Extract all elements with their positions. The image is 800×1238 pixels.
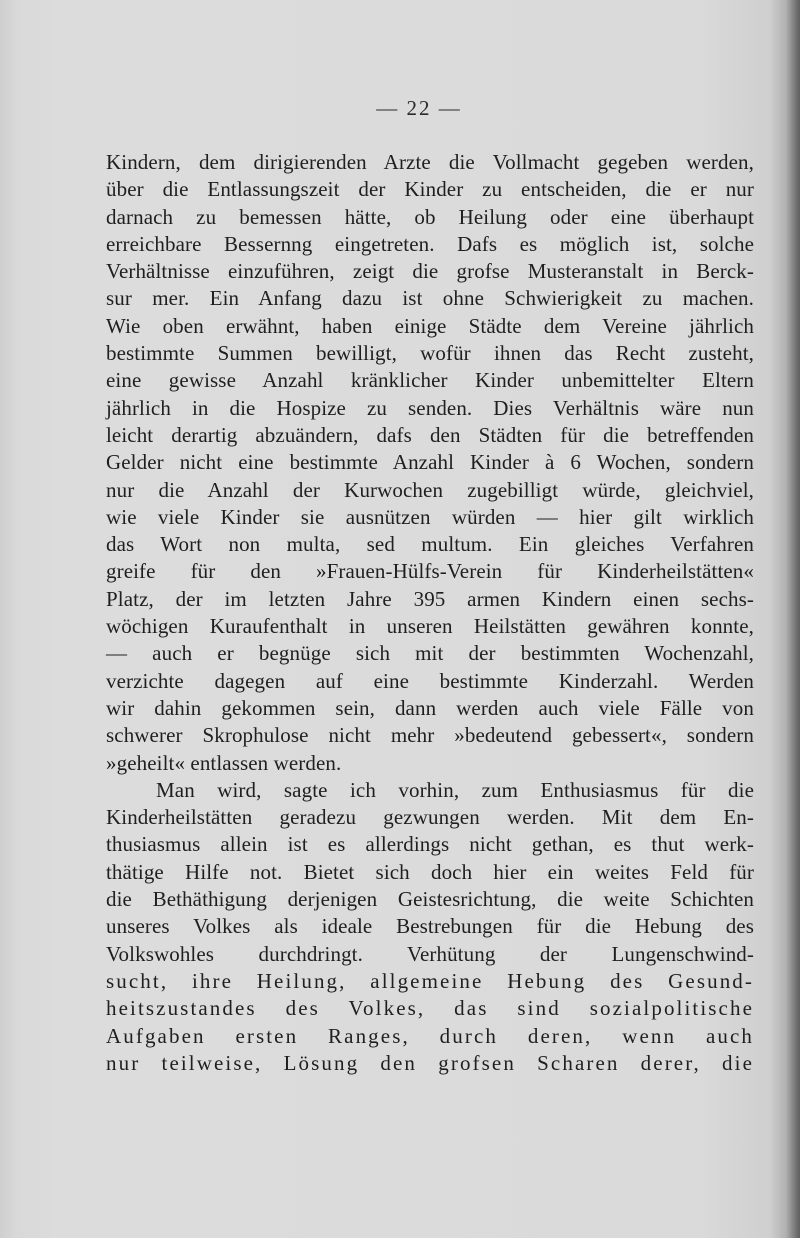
text-line: sur mer. Ein Anfang dazu ist ohne Schwierigkeit zu machen.	[106, 286, 754, 311]
text-line: Gelder nicht eine bestimmte Anzahl Kinder à 6 Wochen, sondern	[106, 450, 754, 475]
text-line: das Wort non multa, sed multum. Ein gleiches Verfahren	[106, 532, 754, 557]
paragraph	[106, 149, 754, 777]
text-line: schwerer Skrophulose nicht mehr »bedeutend gebessert«, sondern	[106, 723, 754, 748]
text-line: Aufgaben ersten Ranges, durch deren, wenn auch	[106, 1023, 754, 1048]
text-line: jährlich in die Hospize zu senden. Dies Verhältnis wäre nun	[106, 395, 754, 420]
text-line: Kinderheilstätten geradezu gezwungen werden. Mit dem En-	[106, 805, 754, 830]
text-line: wir dahin gekommen sein, dann werden auch viele Fälle von	[106, 695, 754, 720]
text-line: leicht derartig abzuändern, dafs den Städten für die betreffenden	[106, 422, 754, 447]
text-line: über die Entlassungszeit der Kinder zu entscheiden, die er nur	[106, 177, 754, 202]
text-line: verzichte dagegen auf eine bestimmte Kinderzahl. Werden	[106, 668, 754, 693]
text-line: Volkswohles durchdringt. Verhütung der Lungenschwind-	[106, 941, 754, 966]
text-line: thätige Hilfe not. Bietet sich doch hier ein weites Feld für	[106, 859, 754, 884]
text-line: heitszustandes des Volkes, das sind sozialpolitische	[106, 996, 754, 1021]
text-line: — auch er begnüge sich mit der bestimmten Wochenzahl,	[106, 641, 754, 666]
text-line: Kindern, dem dirigierenden Arzte die Vollmacht gegeben werden,	[106, 150, 754, 174]
text-line: darnach zu bemessen hätte, ob Heilung oder eine überhaupt	[106, 204, 754, 229]
text-line: die Bethäthigung derjenigen Geistesrichtung, die weite Schichten	[106, 887, 754, 912]
text-line: greife für den »Frauen-Hülfs-Verein für Kinderheilstätten«	[106, 559, 754, 584]
page-number: — 22 —	[376, 96, 462, 120]
text-line: wöchigen Kuraufenthalt in unseren Heilstätten gewähren konnte,	[106, 614, 754, 639]
paragraph	[106, 777, 754, 1077]
text-line: bestimmte Summen bewilligt, wofür ihnen das Recht zusteht,	[106, 341, 754, 366]
text-line: unseres Volkes als ideale Bestrebungen für die Hebung des	[106, 914, 754, 939]
text-line: eine gewisse Anzahl kränklicher Kinder unbemittelter Eltern	[106, 368, 754, 393]
text-line: wie viele Kinder sie ausnützen würden — hier gilt wirklich	[106, 504, 754, 529]
text-line: Man wird, sagte ich vorhin, zum Enthusiasmus für die	[156, 777, 754, 802]
text-line: Verhältnisse einzuführen, zeigt die grofse Musteranstalt in Berck-	[106, 259, 754, 284]
text-line: nur die Anzahl der Kurwochen zugebilligt würde, gleichviel,	[106, 477, 754, 502]
page-edge-shadow	[786, 0, 800, 1238]
body-text	[106, 149, 754, 1077]
text-line: nur teilweise, Lösung den grofsen Scharen derer, die	[106, 1050, 754, 1075]
text-line: Wie oben erwähnt, haben einige Städte dem Vereine jährlich	[106, 313, 754, 338]
text-line: erreichbare Bessernng eingetreten. Dafs es möglich ist, solche	[106, 231, 754, 256]
text-line: Platz, der im letzten Jahre 395 armen Kindern einen sechs-	[106, 586, 754, 611]
text-line: thusiasmus allein ist es allerdings nicht gethan, es thut werk-	[106, 832, 754, 857]
text-line: sucht, ihre Heilung, allgemeine Hebung des Gesund-	[106, 968, 754, 993]
text-line: »geheilt« entlassen werden.	[106, 750, 342, 775]
